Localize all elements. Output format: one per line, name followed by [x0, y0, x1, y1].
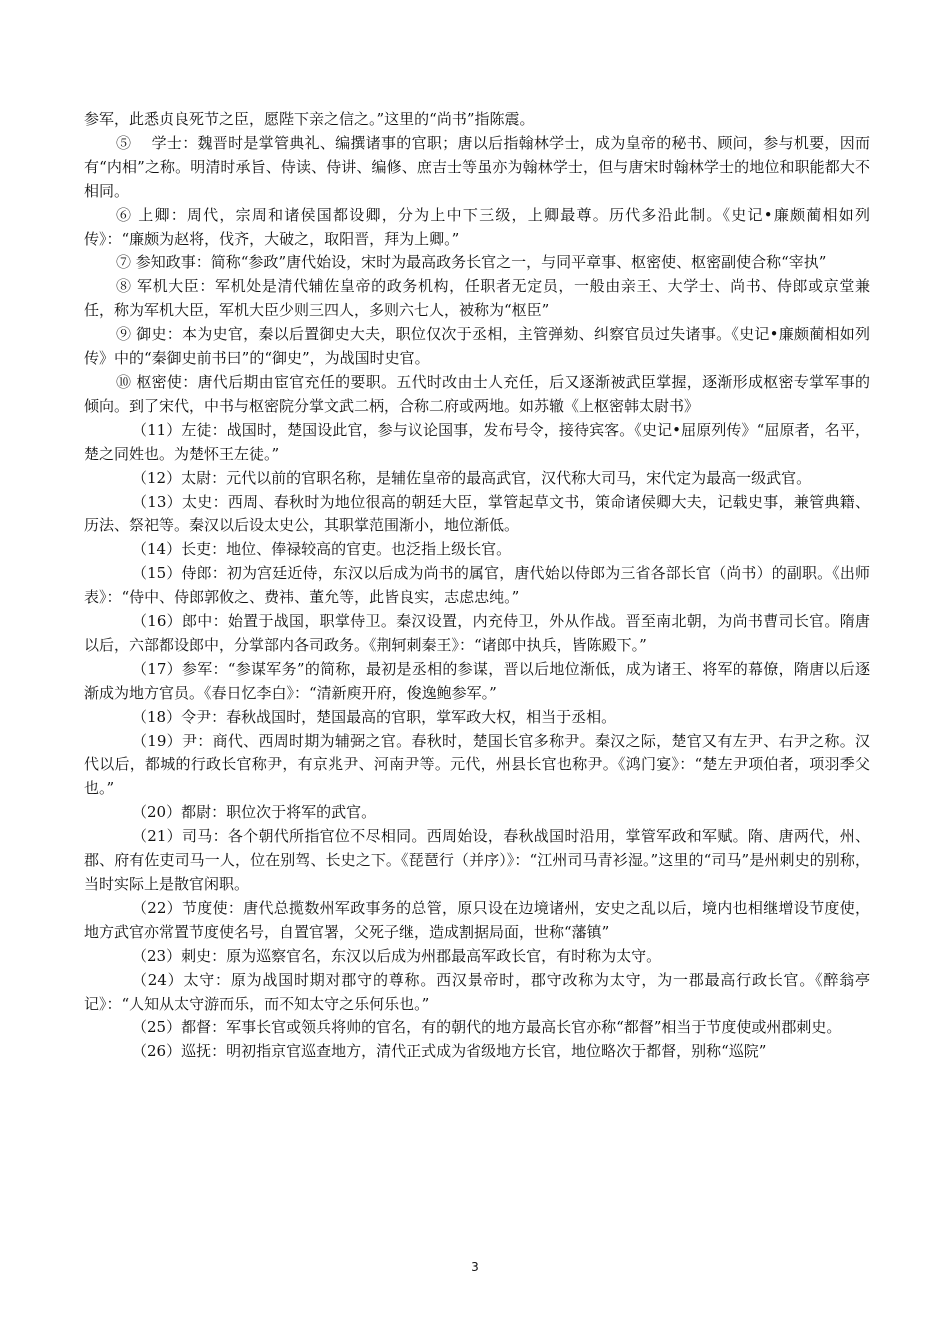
- paragraph-taiwei: （12）太尉：元代以前的官职名称，是辅佐皇帝的最高武官，汉代称大司马，宋代定为最高一级武官。: [132, 468, 812, 487]
- paragraph-yushi: ⑨ 御史：本为史官，秦以后置御史大夫，职位仅次于丞相，主管弹劾、纠察官员过失诸事。《史记•廉颇蔺相如列传》中的“秦御史前书曰”的“御史”，为战国时史官。: [84, 325, 870, 368]
- paragraph-zhangli: （14）长吏：地位、俸禄较高的官吏。也泛指上级长官。: [132, 540, 512, 559]
- paragraph-xueshi: ⑤ 学士：魏晋时是掌管典礼、编撰诸事的官职；唐以后指翰林学士，成为皇帝的秘书、顾问，参与机要，因而有“内相”之称。明清时承旨、侍读、侍讲、编修、庶吉士等虽亦为翰林学士，但与唐宋时翰林学士的地位和职能都大不相同。: [84, 133, 870, 200]
- paragraph-lingyin: （18）令尹：春秋战国时，楚国最高的官职，掌军政大权，相当于丞相。: [132, 707, 617, 726]
- paragraph-shumishi: ⑩ 枢密使：唐代后期由宦官充任的要职。五代时改由士人充任，后又逐渐被武臣掌握，逐渐形成枢密专掌军事的倾向。到了宋代，中书与枢密院分掌文武二柄，合称二府或两地。如苏辙《上枢密韩太尉书》: [84, 372, 870, 415]
- paragraph-cishi: （23）刺史：原为巡察官名，东汉以后成为州郡最高军政长官，有时称为太守。: [132, 946, 662, 965]
- paragraph-canzhizhengshi: ⑦ 参知政事：简称“参政”唐代始设，宋时为最高政务长官之一，与同平章事、枢密使、枢密副使合称“宰执”: [116, 253, 827, 272]
- paragraph-zuotu: （11）左徒：战国时，楚国设此官，参与议论国事，发布号令，接待宾客。《史记•屈原列传》“屈原者，名平，楚之同姓也。为楚怀王左徒。”: [84, 420, 870, 463]
- paragraph-langzhong: （16）郎中：始置于战国，职掌侍卫。秦汉设置，内充侍卫，外从作战。晋至南北朝，为尚书曹司长官。隋唐以后，六部都设郎中，分掌部内各司政务。《荆轲刺秦王》：“诸郎中执兵，皆陈殿下。”: [84, 612, 870, 654]
- paragraph-canjun: （17）参军：“参谋军务”的简称，最初是丞相的参谋，晋以后地位渐低，成为诸王、将军的幕僚，隋唐以后逐渐成为地方官员。《春日忆李白》：“清新庾开府，俊逸鲍参军。”: [84, 659, 870, 702]
- paragraph-jiedushi: （22）节度使：唐代总揽数州军政事务的总管，原只设在边境诸州，安史之乱以后，境内也相继增设节度使，地方武官亦常置节度使名号，自置官署，父死子继，造成割据局面，世称“藩镇”: [84, 898, 870, 941]
- paragraph-junjidachen: ⑧ 军机大臣：军机处是清代辅佐皇帝的政务机构，任职者无定员，一般由亲王、大学士、尚书、侍郎或京堂兼任，称为军机大臣，军机大臣少则三四人，多则六七人，被称为“枢臣”: [84, 277, 870, 320]
- paragraph-dudu: （25）都督：军事长官或领兵将帅的官名，有的朝代的地方最高长官亦称“都督”相当于节度使或州郡刺史。: [132, 1018, 842, 1037]
- paragraph-duwei: （20）都尉：职位次于将军的武官。: [132, 803, 377, 822]
- paragraph-sima: （21）司马：各个朝代所指官位不尽相同。西周始设，春秋战国时沿用，掌管军政和军赋。隋、唐两代，州、郡、府有佐吏司马一人，位在别驾、长史之下。《琵琶行（并序）》：“江州司马青衫湿。”这里的“司马”是州刺史的别称，当时实际上是散官闲职。: [84, 827, 870, 893]
- paragraph-shangqing: ⑥ 上卿：周代，宗周和诸侯国都设卿，分为上中下三级，上卿最尊。历代多沿此制。《史记•廉颇蔺相如列传》：“廉颇为赵将，伐齐，大破之，取阳晋，拜为上卿。”: [84, 205, 870, 248]
- paragraph-shilang: （15）侍郎：初为宫廷近侍，东汉以后成为尚书的属官，唐代始以侍郎为三省各部长官（尚书）的副职。《出师表》：“侍中、侍郎郭攸之、费祎、董允等，此皆良实，志虑忠纯。”: [84, 564, 870, 607]
- paragraph-continuation: 参军，此悉贞良死节之臣，愿陛下亲之信之。”这里的“尚书”指陈震。: [84, 110, 535, 128]
- paragraph-yin: （19）尹：商代、西周时期为辅弼之官。春秋时，楚国长官多称尹。秦汉之际，楚官又有左尹、右尹之称。汉代以后，都城的行政长官称尹，有京兆尹、河南尹等。元代，州县长官也称尹。《鸿门宴》：“楚左尹项伯者，项羽季父也。”: [84, 731, 870, 798]
- paragraph-taishou: （24）太守：原为战国时期对郡守的尊称。西汉景帝时，郡守改称为太守，为一郡最高行政长官。《醉翁亭记》：“人知从太守游而乐，而不知太守之乐何乐也。”: [84, 970, 870, 1013]
- page-body: [84, 108, 870, 1064]
- paragraph-taishi: （13）太史：西周、春秋时为地位很高的朝廷大臣，掌管起草文书，策命诸侯卿大夫，记载史事，兼管典籍、历法、祭祀等。秦汉以后设太史公，其职掌范围渐小，地位渐低。: [84, 492, 870, 535]
- page-number: 3: [471, 1260, 479, 1274]
- paragraph-xunfu: （26）巡抚：明初指京官巡查地方，清代正式成为省级地方长官，地位略次于都督，别称“巡院”: [132, 1042, 767, 1061]
